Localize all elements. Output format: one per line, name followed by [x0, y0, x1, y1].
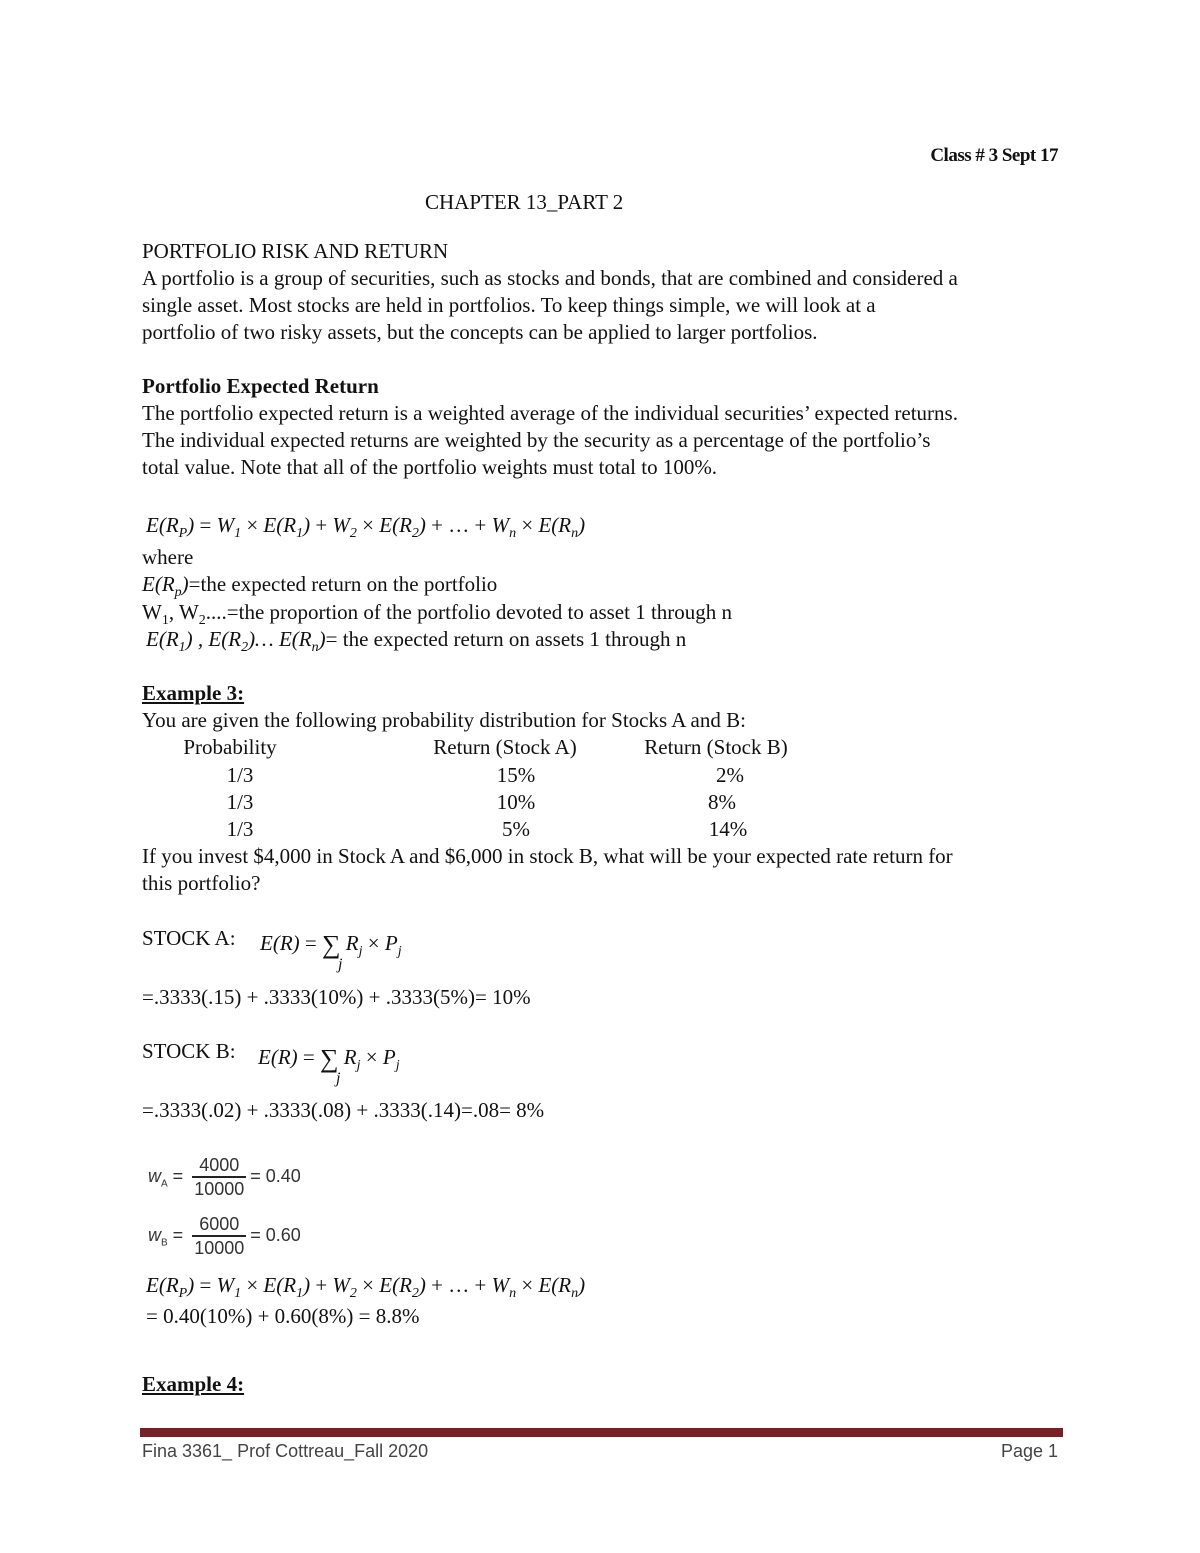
- stock-b-calculation: =.3333(.02) + .3333(.08) + .3333(.14)=.08= 8%: [142, 1098, 545, 1122]
- fraction-denominator: 10000: [194, 1179, 245, 1199]
- weight-b-result: 0.60: [265, 1224, 301, 1245]
- footer-page-number: Page 1: [1000, 1441, 1058, 1461]
- paragraph-line: portfolio of two risky assets, but the concepts can be applied to larger portfolios.: [142, 320, 818, 344]
- table-cell: 2%: [716, 763, 744, 787]
- paragraph-line: total value. Note that all of the portfolio weights must total to 100%.: [142, 455, 718, 479]
- sum-index: j: [336, 1070, 341, 1087]
- example-3-heading: Example 3:: [142, 681, 245, 705]
- fraction-denominator: 10000: [194, 1238, 245, 1258]
- table-cell: 5%: [502, 817, 530, 841]
- definition-line: [142, 571, 498, 601]
- weights-symbol: $W_1$, $W_2$....: [142, 600, 227, 629]
- where-label: where: [142, 545, 194, 569]
- definition-text: =the expected return on the portfolio: [188, 572, 498, 596]
- definition-line: [142, 599, 733, 629]
- weight-a-formula: $w_A$ = $\frac{4000}{10000}$ = 0.40: [148, 1155, 301, 1199]
- expected-return-sum-formula: E(R) = ∑ $R_j \times P_j$: [260, 930, 402, 960]
- stock-a-calculation: =.3333(.15) + .3333(10%) + .3333(5%)= 10%: [142, 985, 531, 1009]
- expected-return-sum-formula: E(R) = ∑ $R_j \times P_j$: [258, 1044, 400, 1074]
- table-header: Probability: [183, 735, 277, 759]
- example-3-question: If you invest $4,000 in Stock A and $6,000 in stock B, what will be your expected rate return for: [142, 844, 953, 868]
- table-cell: 1/3: [226, 763, 254, 787]
- section-heading-portfolio-risk: PORTFOLIO RISK AND RETURN: [142, 239, 449, 263]
- final-calculation: = 0.40(10%) + 0.60(8%) = 8.8%: [146, 1304, 420, 1328]
- footer-rule: [140, 1428, 1063, 1437]
- table-cell: 15%: [496, 763, 536, 787]
- table-cell: 1/3: [226, 817, 254, 841]
- fraction-numerator: 4000: [192, 1154, 246, 1178]
- example-3-question: this portfolio?: [142, 871, 261, 895]
- table-cell: 8%: [708, 790, 736, 814]
- portfolio-expected-return-formula: $E(R_P) = W_1 \times E(R_1) + W_2 \times E(R_2)$ + … + $W_n \times E(R_n)$: [146, 513, 586, 542]
- definition-text: = the expected return on assets 1 through n: [325, 627, 687, 651]
- stock-b-label: STOCK B:: [142, 1039, 236, 1063]
- table-header: Return (Stock A): [433, 735, 577, 759]
- table-cell: 1/3: [226, 790, 254, 814]
- weight-a-result: 0.40: [265, 1165, 301, 1186]
- section-heading-expected-return: Portfolio Expected Return: [142, 374, 379, 398]
- paragraph-line: The individual expected returns are weighted by the security as a percentage of the portfolio’s: [142, 428, 931, 452]
- weight-b-formula: $w_B$ = $\frac{6000}{10000}$ = 0.60: [148, 1214, 301, 1258]
- asset-returns-symbol: $E(R_1)$ , $E(R_2)\dots$ $E(R_n)$: [146, 627, 326, 656]
- chapter-title: CHAPTER 13_PART 2: [425, 190, 624, 214]
- footer-course-label: Fina 3361_ Prof Cottreau_Fall 2020: [142, 1441, 429, 1461]
- example-3-intro: You are given the following probability distribution for Stocks A and B:: [142, 708, 746, 732]
- portfolio-expected-return-formula: $E(R_P) = W_1 \times E(R_1) + W_2 \times E(R_2)$ + … + $W_n \times E(R_n)$: [146, 1273, 586, 1302]
- paragraph-line: The portfolio expected return is a weighted average of the individual securities’ expected returns.: [142, 401, 958, 425]
- paragraph-line: A portfolio is a group of securities, such as stocks and bonds, that are combined and considered a: [142, 266, 958, 290]
- weight-b-fraction: [192, 1213, 246, 1259]
- table-cell: 14%: [708, 817, 748, 841]
- table-cell: 10%: [496, 790, 536, 814]
- paragraph-line: single asset. Most stocks are held in portfolios. To keep things simple, we will look at a: [142, 293, 876, 317]
- table-header: Return (Stock B): [644, 735, 788, 759]
- example-4-heading: Example 4:: [142, 1372, 245, 1396]
- sum-index: j: [338, 956, 343, 973]
- definition-line: [146, 626, 687, 656]
- stock-a-label: STOCK A:: [142, 926, 236, 950]
- class-label: Class # 3 Sept 17: [930, 145, 1058, 166]
- expected-return-symbol: $E(R_p)$: [142, 572, 189, 601]
- weight-a-fraction: [192, 1154, 246, 1200]
- definition-text: =the proportion of the portfolio devoted to asset 1 through n: [226, 600, 733, 624]
- fraction-numerator: 6000: [192, 1213, 246, 1237]
